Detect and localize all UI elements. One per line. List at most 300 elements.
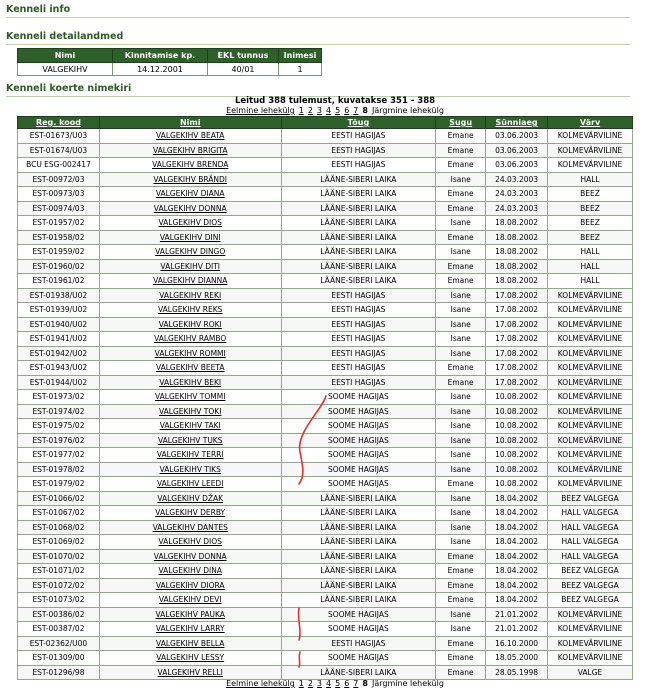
birth-date-cell: 21.01.2002 [486,622,548,637]
dog-name-cell [99,636,281,651]
table-row [18,535,633,550]
breed-cell: LÄÄNE-SIBERI LAIKA [281,549,436,564]
dogs-table [17,116,633,680]
birth-date-cell: 17.08.2002 [486,346,548,361]
dog-name-cell [99,361,281,376]
dog-name-link[interactable]: VALGEKIHV BRÄNDI [153,174,227,184]
table-row [18,491,633,506]
color-cell: KOLMEVÄRVILINE [548,143,633,158]
color-cell: KOLMEVÄRVILINE [548,317,633,332]
dog-name-link[interactable]: VALGEKIHV BEKI [159,377,222,387]
pager-bottom-page-8: 8 [362,679,368,688]
dog-name-cell [99,506,281,521]
color-cell: BEEZ [548,187,633,202]
color-cell: KOLMEVÄRVILINE [548,651,633,666]
birth-date-cell: 18.08.2002 [486,216,548,231]
reg-code-cell: EST-01067/02 [18,506,100,521]
color-cell: KOLMEVÄRVILINE [548,419,633,434]
breed-cell: EESTI HAGIJAS [281,143,436,158]
sex-cell: Isane [436,535,486,550]
dog-name-link[interactable]: VALGEKIHV REKS [158,305,223,315]
pager-bottom-page-3[interactable]: 3 [316,679,323,688]
breed-cell: LÄÄNE-SIBERI LAIKA [281,520,436,535]
pager-bottom-page-6[interactable]: 6 [344,679,350,688]
color-cell: HALL VALGEGA [548,506,633,521]
dog-name-link[interactable]: VALGEKIHV TIKS [159,464,221,474]
color-cell: BEEZ VALGEGA [548,593,633,608]
reg-code-cell: EST-01941/U02 [18,332,100,347]
breed-cell: LÄÄNE-SIBERI LAIKA [281,564,436,579]
table-row [18,172,633,187]
kennel-header-row [18,49,322,63]
pager-bottom-page-7[interactable]: 7 [353,679,359,688]
dog-name-link[interactable]: VALGEKIHV TOMMI [155,392,226,402]
table-row [18,390,633,405]
color-cell: KOLMEVÄRVILINE [548,129,633,144]
sex-cell: Emane [436,665,486,680]
table-row [18,201,633,216]
birth-date-cell: 10.08.2002 [486,433,548,448]
birth-date-cell: 24.03.2003 [486,172,548,187]
pager-top-page-3[interactable]: 3 [316,106,323,115]
color-cell: HALL [548,259,633,274]
reg-code-cell: EST-01673/U03 [18,129,100,144]
sex-cell: Emane [436,549,486,564]
table-row [18,665,633,680]
dog-name-cell [99,245,281,260]
color-cell: KOLMEVÄRVILINE [548,390,633,405]
sex-cell: Isane [436,506,486,521]
dog-name-link[interactable]: VALGEKIHV BRENDA [152,160,229,170]
kennel-col-people: Inimesi [279,49,322,63]
sex-cell: Isane [436,332,486,347]
breed-cell: EESTI HAGIJAS [281,158,436,173]
reg-code-cell: EST-01072/02 [18,578,100,593]
dog-name-cell [99,288,281,303]
sex-cell: Isane [436,607,486,622]
breed-cell: EESTI HAGIJAS [281,361,436,376]
color-cell: KOLMEVÄRVILINE [548,448,633,463]
dog-name-link[interactable]: VALGEKIHV LESSY [156,653,225,663]
dog-name-cell [99,607,281,622]
reg-code-cell: EST-01961/02 [18,274,100,289]
pager-bottom-page-5[interactable]: 5 [335,679,341,688]
sort-breed[interactable]: Tõug [281,117,436,129]
reg-code-cell: EST-01070/02 [18,549,100,564]
dog-name-link[interactable]: VALGEKIHV BEATA [156,131,225,141]
reg-code-cell: EST-00972/03 [18,172,100,187]
dog-name-cell [99,230,281,245]
breed-cell: LÄÄNE-SIBERI LAIKA [281,230,436,245]
pager-bottom-page-1[interactable]: 1 [298,679,304,688]
color-cell: BEEZ VALGEGA [548,578,633,593]
birth-date-cell: 18.04.2002 [486,491,548,506]
sex-cell: Emane [436,158,486,173]
birth-date-cell: 03.06.2003 [486,143,548,158]
breed-cell: SOOME HAGIJAS [281,419,436,434]
dog-name-cell [99,143,281,158]
breed-cell: SOOME HAGIJAS [281,607,436,622]
breed-cell: LÄÄNE-SIBERI LAIKA [281,578,436,593]
color-cell: KOLMEVÄRVILINE [548,303,633,318]
birth-date-cell: 10.08.2002 [486,477,548,492]
reg-code-cell: EST-01674/U03 [18,143,100,158]
reg-code-cell: EST-01978/02 [18,462,100,477]
kennel-people-value: 1 [279,63,322,76]
pager-top-page-6[interactable]: 6 [344,106,350,115]
pager-bottom-page-4[interactable]: 4 [326,679,332,688]
breed-cell: EESTI HAGIJAS [281,346,436,361]
dog-name-link[interactable]: VALGEKIHV DONNA [153,551,227,561]
sort-birth-date[interactable]: Sünniaeg [486,117,548,129]
dog-name-link[interactable]: VALGEKIHV DONNA [153,203,227,213]
dog-name-link[interactable]: VALGEKIHV TAKI [159,421,221,431]
sex-cell: Isane [436,390,486,405]
reg-code-cell: EST-01960/02 [18,259,100,274]
table-row [18,259,633,274]
table-row [18,593,633,608]
kennel-col-date: Kinnitamise kp. [113,49,208,63]
birth-date-cell: 17.08.2002 [486,361,548,376]
dog-name-link[interactable]: VALGEKIHV DŽAK [157,493,224,503]
breed-cell: LÄÄNE-SIBERI LAIKA [281,172,436,187]
kennel-detail-table [17,48,322,76]
breed-cell: SOOME HAGIJAS [281,651,436,666]
breed-cell: EESTI HAGIJAS [281,375,436,390]
breed-cell: LÄÄNE-SIBERI LAIKA [281,665,436,680]
color-cell: KOLMEVÄRVILINE [548,288,633,303]
dog-name-link[interactable]: VALGEKIHV TUKS [157,435,223,445]
birth-date-cell: 24.03.2003 [486,187,548,202]
sex-cell: Isane [436,303,486,318]
birth-date-cell: 10.08.2002 [486,390,548,405]
pager-top-page-4[interactable]: 4 [326,106,332,115]
pager-bottom-prev-link[interactable]: Eelmine lehekülg [226,679,295,688]
birth-date-cell: 17.08.2002 [486,288,548,303]
birth-date-cell: 16.10.2000 [486,636,548,651]
breed-cell: LÄÄNE-SIBERI LAIKA [281,535,436,550]
dog-name-cell [99,491,281,506]
reg-code-cell: EST-01296/98 [18,665,100,680]
color-cell: VALGE [548,665,633,680]
reg-code-cell: EST-01976/02 [18,433,100,448]
breed-cell: SOOME HAGIJAS [281,622,436,637]
dog-name-link[interactable]: VALGEKIHV BEETA [155,363,225,373]
table-row [18,564,633,579]
pager-top-page-1[interactable]: 1 [298,106,304,115]
breed-cell: LÄÄNE-SIBERI LAIKA [281,491,436,506]
dog-name-link[interactable]: VALGEKIHV RAMBO [154,334,227,344]
color-cell: KOLMEVÄRVILINE [548,622,633,637]
color-cell: HALL VALGEGA [548,549,633,564]
color-cell: KOLMEVÄRVILINE [548,332,633,347]
reg-code-cell: EST-01973/02 [18,390,100,405]
breed-cell: EESTI HAGIJAS [281,288,436,303]
breed-cell: EESTI HAGIJAS [281,303,436,318]
sex-cell: Emane [436,230,486,245]
dog-name-cell [99,375,281,390]
pager-bottom-page-2[interactable]: 2 [307,679,313,688]
sex-cell: Isane [436,520,486,535]
table-row [18,288,633,303]
breed-cell: SOOME HAGIJAS [281,477,436,492]
color-cell: HALL [548,274,633,289]
sex-cell: Emane [436,274,486,289]
birth-date-cell: 18.04.2002 [486,535,548,550]
table-row [18,462,633,477]
dog-name-cell [99,303,281,318]
reg-code-cell: EST-01066/02 [18,491,100,506]
dog-name-cell [99,593,281,608]
sex-cell: Isane [436,622,486,637]
breed-cell: LÄÄNE-SIBERI LAIKA [281,187,436,202]
pager-bottom-next-label: Järgmine lehekülg [371,679,444,688]
dog-name-link[interactable]: VALGEKIHV DEVI [158,595,222,605]
color-cell: BEEZ [548,201,633,216]
dog-name-cell [99,172,281,187]
sex-cell: Isane [436,462,486,477]
sort-name[interactable]: Nimi [99,117,281,129]
dog-name-cell [99,462,281,477]
sex-cell: Emane [436,593,486,608]
dog-name-cell [99,433,281,448]
reg-code-cell: EST-01939/U02 [18,303,100,318]
reg-code-cell: EST-01943/U02 [18,361,100,376]
color-cell: KOLMEVÄRVILINE [548,404,633,419]
dog-name-link[interactable]: VALGEKIHV DIOS [158,537,222,547]
table-row [18,549,633,564]
birth-date-cell: 10.08.2002 [486,462,548,477]
dog-name-link[interactable]: VALGEKIHV BELLA [156,638,225,648]
sex-cell: Isane [436,346,486,361]
reg-code-cell: EST-01942/U02 [18,346,100,361]
sort-sex[interactable]: Sugu [436,117,486,129]
color-cell: HALL [548,245,633,260]
color-cell: HALL VALGEGA [548,535,633,550]
pagination-top [0,106,670,115]
color-cell: BEEZ VALGEGA [548,564,633,579]
color-cell: BEEZ [548,216,633,231]
dog-name-cell [99,216,281,231]
dog-name-cell [99,404,281,419]
birth-date-cell: 18.08.2002 [486,274,548,289]
dog-name-cell [99,549,281,564]
table-row [18,274,633,289]
birth-date-cell: 18.04.2002 [486,520,548,535]
breed-cell: LÄÄNE-SIBERI LAIKA [281,506,436,521]
birth-date-cell: 21.01.2002 [486,607,548,622]
color-cell: KOLMEVÄRVILINE [548,361,633,376]
dog-name-link[interactable]: VALGEKIHV DITI [160,261,220,271]
reg-code-cell: EST-00973/03 [18,187,100,202]
sex-cell: Isane [436,172,486,187]
table-row [18,317,633,332]
table-row [18,361,633,376]
table-row [18,404,633,419]
dog-name-link[interactable]: VALGEKIHV ROMMI [154,348,226,358]
dog-name-link[interactable]: VALGEKIHV LARRY [155,624,225,634]
dog-name-link[interactable]: VALGEKIHV LEEDI [156,479,224,489]
table-row [18,506,633,521]
reg-code-cell: EST-01977/02 [18,448,100,463]
sex-cell: Emane [436,477,486,492]
kennel-ekl-value: 40/01 [208,63,279,76]
reg-code-cell: EST-00974/03 [18,201,100,216]
reg-code-cell: EST-01071/02 [18,564,100,579]
breed-cell: LÄÄNE-SIBERI LAIKA [281,201,436,216]
birth-date-cell: 03.06.2003 [486,158,548,173]
dog-name-cell [99,419,281,434]
reg-code-cell: EST-01073/02 [18,593,100,608]
color-cell: KOLMEVÄRVILINE [548,433,633,448]
reg-code-cell: EST-01068/02 [18,520,100,535]
color-cell: KOLMEVÄRVILINE [548,346,633,361]
birth-date-cell: 17.08.2002 [486,332,548,347]
dog-name-link[interactable]: VALGEKIHV DINI [159,232,221,242]
table-row [18,332,633,347]
results-summary: Leitud 388 tulemust, kuvatakse 351 - 388 [234,96,436,106]
dog-name-cell [99,187,281,202]
sex-cell: Isane [436,245,486,260]
breed-cell: SOOME HAGIJAS [281,462,436,477]
dog-name-cell [99,665,281,680]
dog-name-cell [99,651,281,666]
dog-name-cell [99,158,281,173]
dog-name-cell [99,622,281,637]
sex-cell: Isane [436,216,486,231]
sex-cell: Emane [436,375,486,390]
page-title: Kenneli info [6,4,630,18]
table-row [18,448,633,463]
dog-name-link[interactable]: VALGEKIHV RELLI [157,667,223,677]
birth-date-cell: 18.04.2002 [486,564,548,579]
sex-cell: Isane [436,404,486,419]
dog-name-link[interactable]: VALGEKIHV DINA [158,566,222,576]
dog-name-link[interactable]: VALGEKIHV BRIGITA [152,145,228,155]
color-cell: KOLMEVÄRVILINE [548,607,633,622]
reg-code-cell: EST-01958/02 [18,230,100,245]
table-row [18,375,633,390]
birth-date-cell: 03.06.2003 [486,129,548,144]
birth-date-cell: 18.08.2002 [486,259,548,274]
dog-name-cell [99,259,281,274]
pager-top-prev-link[interactable]: Eelmine lehekülg [226,106,295,115]
dog-name-link[interactable]: VALGEKIHV DINGO [155,247,226,257]
dog-name-cell [99,477,281,492]
breed-cell: LÄÄNE-SIBERI LAIKA [281,274,436,289]
birth-date-cell: 10.08.2002 [486,404,548,419]
dog-name-link[interactable]: VALGEKIHV DIORA [155,580,225,590]
breed-cell: SOOME HAGIJAS [281,390,436,405]
kennel-col-name: Nimi [18,49,113,63]
dog-name-cell [99,332,281,347]
dog-name-link[interactable]: VALGEKIHV PAUKA [155,609,225,619]
sex-cell: Emane [436,361,486,376]
sort-color[interactable]: Värv [548,117,633,129]
dog-name-cell [99,274,281,289]
dog-name-link[interactable]: VALGEKIHV TOKI [159,406,222,416]
birth-date-cell: 24.03.2003 [486,201,548,216]
pager-top-page-2[interactable]: 2 [307,106,313,115]
dog-list-heading: Kenneli koerte nimekiri [6,83,630,97]
sex-cell: Emane [436,187,486,202]
sort-reg-code[interactable]: Reg. kood [18,117,100,129]
table-row [18,520,633,535]
reg-code-cell: EST-01069/02 [18,535,100,550]
dog-name-link[interactable]: VALGEKIHV DIANA [155,189,225,199]
dog-name-cell [99,535,281,550]
kennel-col-ekl: EKL tunnus [208,49,279,63]
breed-cell: SOOME HAGIJAS [281,404,436,419]
sex-cell: Emane [436,564,486,579]
kennel-name-value: VALGEKIHV [18,63,113,76]
pagination-bottom [0,679,670,688]
table-row [18,158,633,173]
table-row [18,477,633,492]
color-cell: KOLMEVÄRVILINE [548,462,633,477]
birth-date-cell: 17.08.2002 [486,303,548,318]
birth-date-cell: 28.05.1998 [486,665,548,680]
color-cell: BEEZ VALGEGA [548,491,633,506]
color-cell: KOLMEVÄRVILINE [548,477,633,492]
breed-cell: LÄÄNE-SIBERI LAIKA [281,593,436,608]
pager-top-page-8: 8 [362,106,368,115]
sex-cell: Isane [436,288,486,303]
table-row [18,636,633,651]
dog-name-cell [99,564,281,579]
kennel-detail-heading: Kenneli detailandmed [6,31,630,45]
table-row [18,245,633,260]
dog-name-link[interactable]: VALGEKIHV DANTES [152,522,228,532]
table-row [18,303,633,318]
dog-name-cell [99,390,281,405]
pager-top-page-5[interactable]: 5 [335,106,341,115]
breed-cell: LÄÄNE-SIBERI LAIKA [281,259,436,274]
reg-code-cell: EST-01944/U02 [18,375,100,390]
pager-top-page-7[interactable]: 7 [353,106,359,115]
dog-name-link[interactable]: VALGEKIHV DIOS [158,218,222,228]
birth-date-cell: 18.05.2000 [486,651,548,666]
table-row [18,607,633,622]
sex-cell: Emane [436,129,486,144]
sex-cell: Emane [436,259,486,274]
sex-cell: Emane [436,143,486,158]
reg-code-cell: EST-01959/02 [18,245,100,260]
dog-name-link[interactable]: VALGEKIHV ROKI [158,319,222,329]
reg-code-cell: EST-01957/02 [18,216,100,231]
color-cell: KOLMEVÄRVILINE [548,636,633,651]
birth-date-cell: 10.08.2002 [486,419,548,434]
table-row [18,143,633,158]
color-cell: KOLMEVÄRVILINE [548,158,633,173]
birth-date-cell: 17.08.2002 [486,375,548,390]
reg-code-cell: EST-01938/U02 [18,288,100,303]
dog-name-link[interactable]: VALGEKIHV REKI [159,290,222,300]
dog-name-cell [99,317,281,332]
breed-cell: EESTI HAGIJAS [281,332,436,347]
reg-code-cell: EST-01309/00 [18,651,100,666]
dog-name-link[interactable]: VALGEKIHV DIANNA [153,276,228,286]
dog-name-cell [99,578,281,593]
birth-date-cell: 18.04.2002 [486,549,548,564]
dog-name-link[interactable]: VALGEKIHV DERBY [155,508,226,518]
dog-name-cell [99,129,281,144]
breed-cell: LÄÄNE-SIBERI LAIKA [281,245,436,260]
birth-date-cell: 18.04.2002 [486,578,548,593]
dog-name-link[interactable]: VALGEKIHV TERRI [156,450,224,460]
breed-cell: SOOME HAGIJAS [281,448,436,463]
birth-date-cell: 17.08.2002 [486,317,548,332]
